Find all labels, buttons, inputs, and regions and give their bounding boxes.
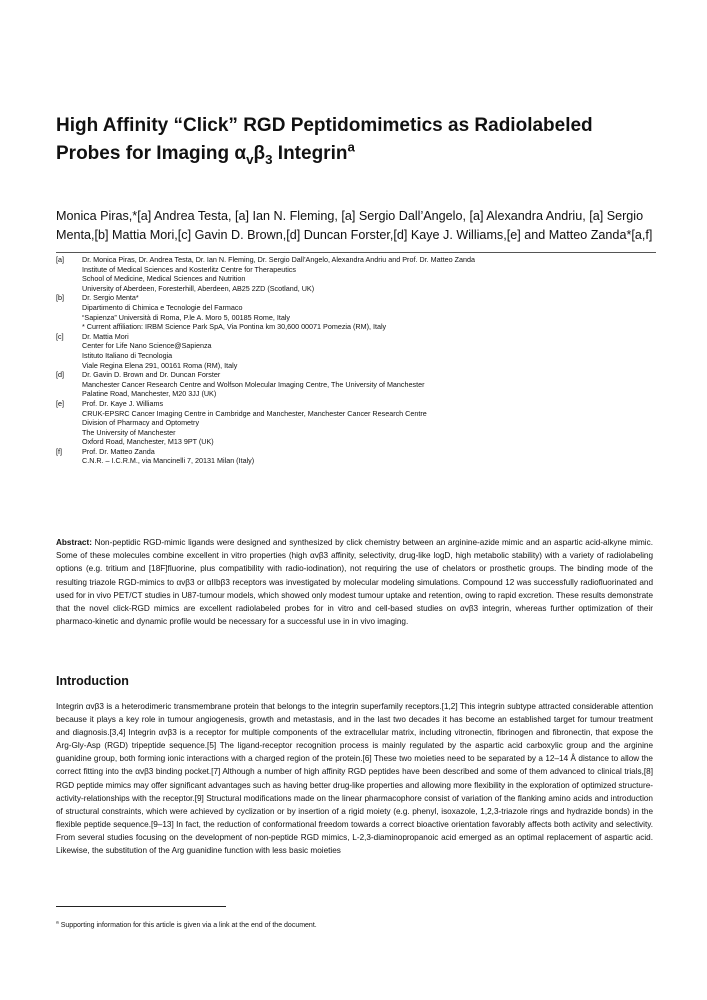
footnote-text: Supporting information for this article is given via a link at the end of the document.: [60, 922, 317, 929]
affiliation-line: * Current affiliation: IRBM Science Park SpA, Via Pontina km 30,600 00071 Pomezia (RM), Italy: [82, 322, 387, 332]
affiliation-line: C.N.R. – I.C.R.M., via Mancinelli 7, 20131 Milan (Italy): [82, 456, 255, 466]
affiliation-line: Viale Regina Elena 291, 00161 Roma (RM), Italy: [82, 360, 238, 370]
affiliation-line: Institute of Medical Sciences and Kosterlitz Centre for Therapeutics: [82, 264, 296, 274]
affiliation-line: Palatine Road, Manchester, M20 3JJ (UK): [82, 389, 217, 399]
article-title: [56, 112, 656, 168]
abstract: [56, 536, 653, 628]
affiliation-line: Prof. Dr. Kaye J. Williams: [82, 398, 164, 408]
affiliation-label: [c]: [56, 331, 64, 341]
affiliation-c: [56, 332, 656, 370]
affiliation-label: [d]: [56, 370, 64, 380]
affiliation-line: Dr. Mattia Mori: [82, 331, 129, 341]
title-beta: β: [253, 143, 266, 164]
affiliation-line: CRUK-EPSRC Cancer Imaging Centre in Cambridge and Manchester, Manchester Cancer Research Centre: [82, 408, 427, 418]
title-end: Integrin: [272, 143, 348, 164]
section-heading-introduction: Introduction: [56, 674, 129, 688]
affiliation-line: Dr. Sergio Menta*: [82, 293, 139, 303]
affiliation-label: [a]: [56, 255, 64, 264]
affiliations: [56, 252, 656, 466]
affiliation-line: School of Medicine, Medical Sciences and Nutrition: [82, 274, 246, 284]
affiliation-line: Istituto Italiano di Tecnologia: [82, 350, 173, 360]
abstract-text: Non-peptidic RGD-mimic ligands were designed and synthesized by click chemistry between an arginine-azide mimic and an aspartic acid-alkyne mimic. Some of these molecules combine excellent in vitro properties (high αvβ3 affinity, selectivity, drug-like logD, high metabolic stability) with a variety of radiolabeling options (e.g. tritium and [18F]fluorine, plus compatibility with radio-iodination), not requiring the use of chelators or prosthetic groups. The binding mode of the resulting triazole RGD-mimics to αvβ3 or αIIbβ3 receptors was investigated by molecular modeling simulations. Compound 12 was successfully radiofluorinated and used for in vivo PET/CT studies in U87-tumour models, which showed only modest tumour uptake and retention, owing to rapid excretion. These results demonstrate that the novel click-RGD mimics are excellent radiolabeled probes for in vitro and cell-based studies on αvβ3 integrin, whereas further optimization of their pharmaco-kinetic and dynamic profile would be necessary for a successful use in in vivo imaging.: [56, 538, 653, 627]
affiliation-line: Dr. Gavin D. Brown and Dr. Duncan Forster: [82, 370, 221, 380]
title-subscript-v: v: [246, 151, 254, 167]
affiliation-line: University of Aberdeen, Foresterhill, Aberdeen, AB25 2ZD (Scotland, UK): [82, 283, 315, 293]
author-list: Monica Piras,*[a] Andrea Testa, [a] Ian N. Fleming, [a] Sergio Dall’Angelo, [a] Alexandra Andriu, [a] Sergio Menta,[b] Mattia Mori,[c] Gavin D. Brown,[d] Duncan Forster,[d] Kaye J. Williams,[e] and Matteo Zanda*[a,f]: [56, 209, 653, 242]
affiliation-line: Oxford Road, Manchester, M13 9PT (UK): [82, 437, 214, 447]
affiliation-d: [56, 370, 656, 399]
footnote-marker: a: [56, 920, 59, 926]
introduction-paragraph: Integrin αvβ3 is a heterodimeric transmembrane protein that belongs to the integrin superfamily receptors.[1,2] This integrin subtype attracted considerable attention because it plays a key role in tumour angiogenesis, growth and metastasis, and in the last two decades it has become an established target for tumour treatment and diagnosis.[3,4] Integrin αvβ3 is a receptor for multiple components of the extracellular matrix, including vitronectin, fibrinogen and fibronectin, that expose the Arg-Gly-Asp (RGD) tripeptide sequence.[5] The ligand-receptor recognition process is mainly regulated by the aspartic acid carboxylic group and the arginine guanidine group, both forming ionic interactions with a charged region of the protein.[6] These two moieties need to be separated by a 12–14 Å distance to allow the correct fitting into the αvβ3 binding pocket.[7] Although a number of high affinity RGD peptides have been described and some of them advanced to clinical trials,[8] RGD peptide mimics may offer significant advantages such as having better drug-like properties and allowing more flexibility in the exploration of optimized structure-activity-relationships with the receptor.[9] Structural modifications made on the linear pharmacophore consist of variation of the flanking amino acids and introduction of structural constraints, which were achieved by cyclization or by insertion of a rigid moiety (e.g. phenyl, isoxazole, 1,2,3-triazole rings and hydrazide bonds) in the flexible peptide sequence.[9–13] In fact, the reduction of conformational freedom towards a correct bioactive orientation favorably affects both activity and selectivity. From several studies focusing on the development of non-peptide RGD mimics, L-2,3-diaminopropanoic acid emerged as an optimal replacement of aspartic acid. Likewise, the substitution of the Arg guanidine function with less basic moieties: [56, 702, 653, 856]
affiliation-label: [b]: [56, 293, 64, 303]
footnote-divider: [56, 906, 226, 907]
affiliation-line: Manchester Cancer Research Centre and Wolfson Molecular Imaging Centre, The University of Manchester: [82, 379, 425, 389]
affiliation-b: [56, 293, 656, 331]
abstract-label: Abstract:: [56, 538, 92, 547]
title-subscript-3: 3: [265, 151, 273, 167]
affiliation-label: [f]: [56, 446, 62, 456]
affiliation-line: Center for Life Nano Science@Sapienza: [82, 341, 212, 351]
title-footnote-marker: a: [347, 139, 355, 155]
title-text: High Affinity “Click” RGD Peptidomimetics as Radiolabeled Probes for Imaging α: [56, 115, 593, 164]
affiliation-f: [56, 447, 656, 466]
affiliation-e: [56, 399, 656, 447]
affiliation-a: [56, 255, 656, 293]
affiliation-label: [e]: [56, 398, 64, 408]
affiliation-line: Dipartimento di Chimica e Tecnologie del Farmaco: [82, 302, 243, 312]
affiliation-line: Dr. Monica Piras, Dr. Andrea Testa, Dr. Ian N. Fleming, Dr. Sergio Dall’Angelo, Alexandra Andriu and Prof. Dr. Matteo Zanda: [82, 255, 475, 264]
affiliation-line: Division of Pharmacy and Optometry: [82, 418, 200, 428]
affiliation-line: The University of Manchester: [82, 427, 176, 437]
affiliation-line: Prof. Dr. Matteo Zanda: [82, 446, 155, 456]
affiliation-line: “Sapienza” Università di Roma, P.le A. Moro 5, 00185 Rome, Italy: [82, 312, 291, 322]
footnote: [56, 922, 317, 929]
